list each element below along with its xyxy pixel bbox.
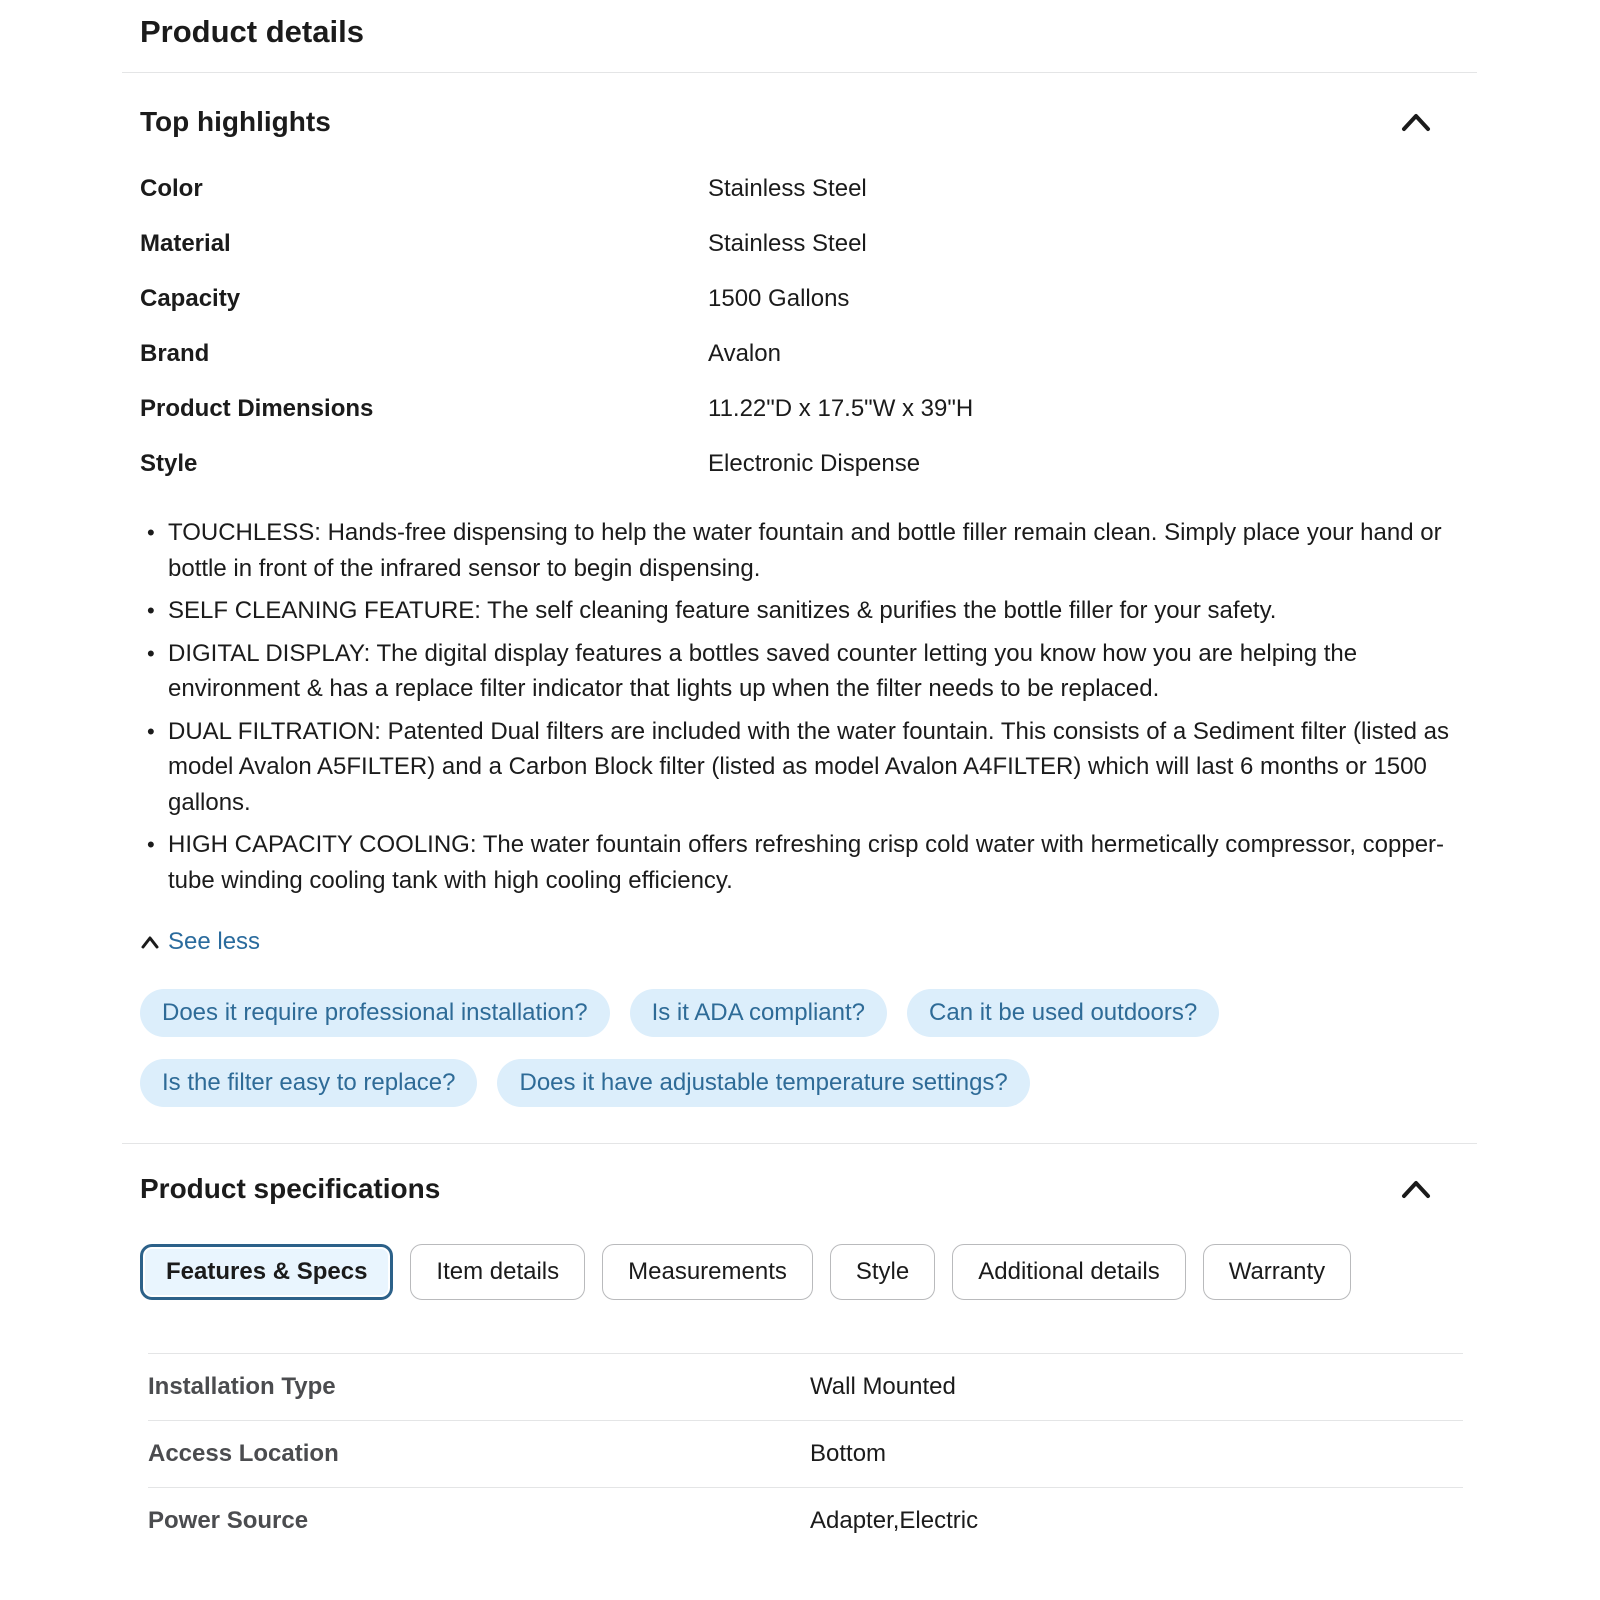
feature-bullet: • DUAL FILTRATION: Patented Dual filters are included with the water fountain. This consists of a Sediment filter (listed as model Avalon A5FILTER) and a Carbon Block filter (listed as model Avalon A4FILTER) which will last 6 months or 1500 gallons. xyxy=(140,714,1477,821)
attribute-label: Capacity xyxy=(140,285,241,312)
feature-bullet: • SELF CLEANING FEATURE: The self cleaning feature sanitizes & purifies the bottle filler for your safety. xyxy=(140,593,1477,629)
spec-tab[interactable]: Warranty xyxy=(1203,1244,1351,1300)
feature-bullet-list xyxy=(140,515,1477,898)
spec-label: Access Location xyxy=(148,1440,339,1467)
attribute-value: 1500 Gallons xyxy=(708,285,850,312)
attribute-value: 11.22"D x 17.5"W x 39"H xyxy=(708,395,974,422)
spec-tab[interactable]: Measurements xyxy=(602,1244,813,1300)
highlights-attribute-list xyxy=(140,176,1477,477)
product-specifications-header xyxy=(140,1144,1477,1208)
product-specifications-title: Product specifications xyxy=(140,1173,441,1204)
attribute-value: Stainless Steel xyxy=(708,230,867,257)
spec-value: Wall Mounted xyxy=(810,1373,956,1400)
spec-table xyxy=(148,1353,1463,1554)
top-highlights-collapse-button[interactable] xyxy=(1400,111,1432,133)
see-less-label: See less xyxy=(168,928,261,955)
spec-label: Power Source xyxy=(148,1507,309,1534)
spec-value: Bottom xyxy=(810,1440,887,1467)
question-pill-group xyxy=(140,989,1320,1107)
top-highlights-header xyxy=(140,103,1477,141)
question-pill[interactable]: Does it require professional installation? xyxy=(140,989,610,1037)
spec-tab-bar xyxy=(140,1244,1477,1300)
spec-value: Adapter,Electric xyxy=(810,1507,979,1534)
product-specifications-collapse-button[interactable] xyxy=(1400,1178,1432,1200)
feature-bullet: • DIGITAL DISPLAY: The digital display features a bottles saved counter letting you know how you are helping the environment & has a replace filter indicator that lights up when the filter needs to be replaced. xyxy=(140,636,1477,707)
attribute-label: Style xyxy=(140,450,198,477)
chevron-up-icon xyxy=(140,934,160,950)
spec-tab[interactable]: Style xyxy=(830,1244,935,1300)
attribute-value: Electronic Dispense xyxy=(708,450,921,477)
chevron-up-icon xyxy=(1400,111,1432,133)
attribute-label: Material xyxy=(140,230,231,257)
top-highlights-title: Top highlights xyxy=(140,106,331,137)
question-pill[interactable]: Can it be used outdoors? xyxy=(907,989,1219,1037)
feature-bullet: • TOUCHLESS: Hands-free dispensing to help the water fountain and bottle filler remain clean. Simply place your hand or bottle in front of the infrared sensor to begin dispensing. xyxy=(140,515,1477,586)
attribute-value: Avalon xyxy=(708,340,781,367)
spec-label: Installation Type xyxy=(148,1373,336,1400)
attribute-value: Stainless Steel xyxy=(708,175,867,202)
question-pill[interactable]: Is it ADA compliant? xyxy=(630,989,887,1037)
chevron-up-icon xyxy=(1400,1178,1432,1200)
section-divider xyxy=(122,72,1477,73)
attribute-label: Brand xyxy=(140,340,210,367)
see-less-link[interactable] xyxy=(140,929,260,955)
spec-row xyxy=(148,1353,1463,1420)
feature-bullet: • HIGH CAPACITY COOLING: The water fountain offers refreshing crisp cold water with hermetically compressor, copper-tube winding cooling tank with high cooling efficiency. xyxy=(140,827,1477,898)
page-title: Product details xyxy=(140,14,364,49)
spec-row xyxy=(148,1420,1463,1487)
spec-row xyxy=(148,1487,1463,1554)
attribute-label: Color xyxy=(140,175,203,202)
attribute-label: Product Dimensions xyxy=(140,395,374,422)
question-pill[interactable]: Does it have adjustable temperature settings? xyxy=(497,1059,1029,1107)
spec-tab[interactable]: Item details xyxy=(410,1244,585,1300)
question-pill[interactable]: Is the filter easy to replace? xyxy=(140,1059,477,1107)
spec-tab[interactable]: Additional details xyxy=(952,1244,1185,1300)
spec-tab[interactable]: Features & Specs xyxy=(140,1244,393,1300)
